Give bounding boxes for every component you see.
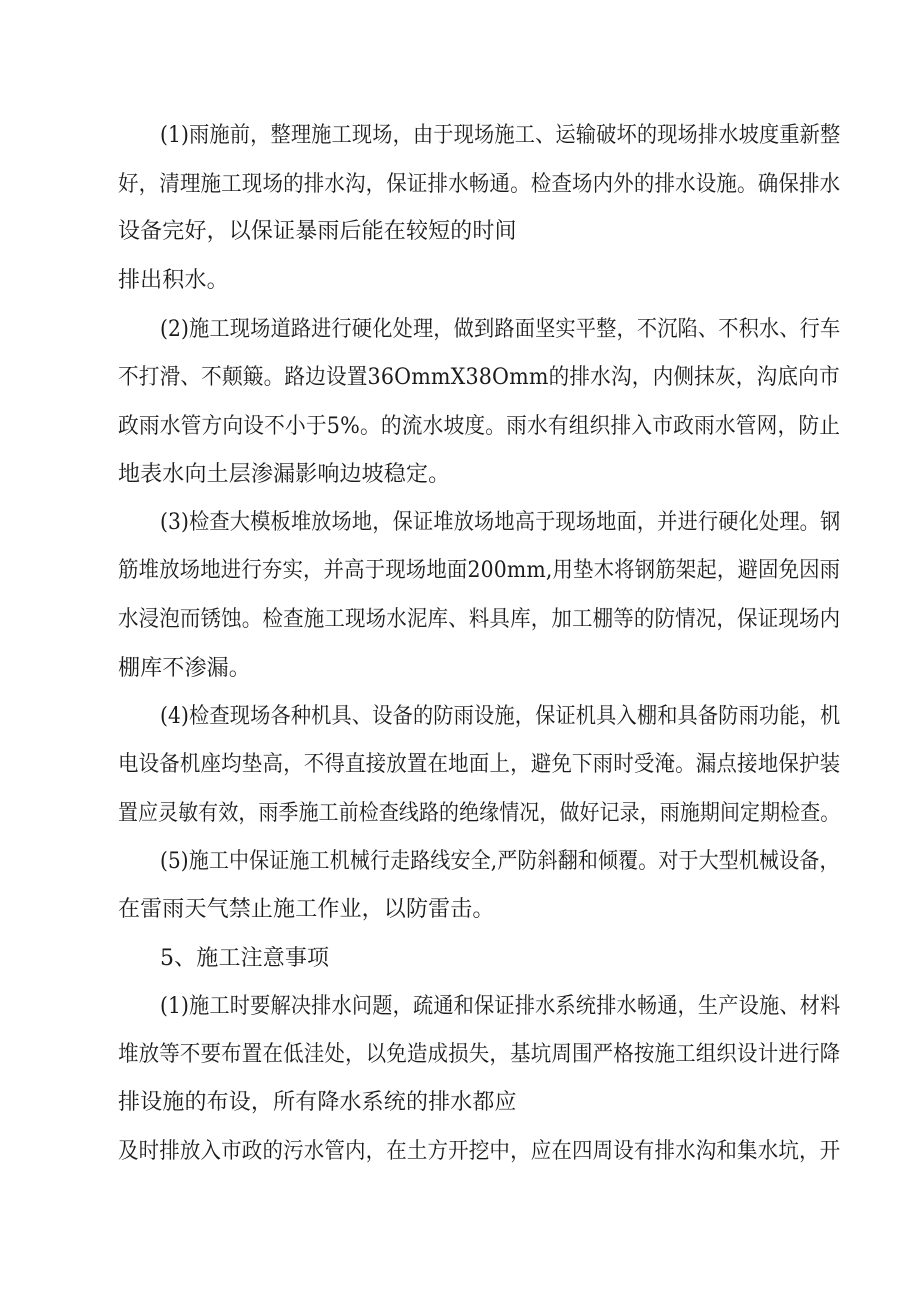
text-line: 不打滑、不颠簸。路边设置36OmmX38Omm的排水沟，内侧抹灰，沟底向市 xyxy=(118,365,840,390)
text-line: 棚库不渗漏。 xyxy=(118,656,251,681)
text-line: (5)施工中保证施工机械行走路线安全,严防斜翻和倾覆。对于大型机械设备， xyxy=(160,849,840,874)
text-line: 好，清理施工现场的排水沟，保证排水畅通。检查场内外的排水设施。确保排水 xyxy=(118,172,841,197)
text-line: (3)检查大模板堆放场地，保证堆放场地高于现场地面，并进行硬化处理。钢 xyxy=(160,510,841,535)
text-line: 设备完好，以保证暴雨后能在较短的时间 xyxy=(118,219,517,244)
text-line: 筋堆放场地进行夯实，并高于现场地面200mm,用垫木将钢筋架起，避固免因雨 xyxy=(118,558,841,583)
text-line: 在雷雨天气禁止施工作业，以防雷击。 xyxy=(118,897,495,922)
section-heading: 5、施工注意事项 xyxy=(160,946,330,971)
text-line: 及时排放入市政的污水管内，在土方开挖中，应在四周设有排水沟和集水坑，开 xyxy=(118,1139,841,1164)
text-line: (1)雨施前，整理施工现场，由于现场施工、运输破坏的现场排水坡度重新整 xyxy=(160,123,841,148)
text-line: 置应灵敏有效，雨季施工前检查线路的绝缘情况，做好记录，雨施期间定期检查。 xyxy=(118,801,841,826)
text-line: (4)检查现场各种机具、设备的防雨设施，保证机具入棚和具备防雨功能，机 xyxy=(160,704,841,729)
text-line: 排设施的布设，所有降水系统的排水都应 xyxy=(118,1090,517,1115)
text-line: 电设备机座均垫高，不得直接放置在地面上，避免下雨时受淹。漏点接地保护装 xyxy=(118,752,841,777)
text-line: 政雨水管方向设不小于5%。的流水坡度。雨水有组织排入市政雨水管网，防止 xyxy=(118,414,841,439)
text-line: 堆放等不要布置在低洼处，以免造成损失，基坑周围严格按施工组织设计进行降 xyxy=(118,1042,841,1067)
text-line: 排出积水。 xyxy=(118,268,229,293)
text-line: (1)施工时要解决排水问题，疏通和保证排水系统排水畅通，生产设施、材料 xyxy=(160,994,841,1019)
text-line: 水浸泡而锈蚀。检查施工现场水泥库、料具库，加工棚等的防情况，保证现场内 xyxy=(118,607,841,632)
text-line: 地表水向土层渗漏影响边坡稳定。 xyxy=(118,462,451,487)
text-line: (2)施工现场道路进行硬化处理，做到路面坚实平整，不沉陷、不积水、行车 xyxy=(160,317,841,342)
